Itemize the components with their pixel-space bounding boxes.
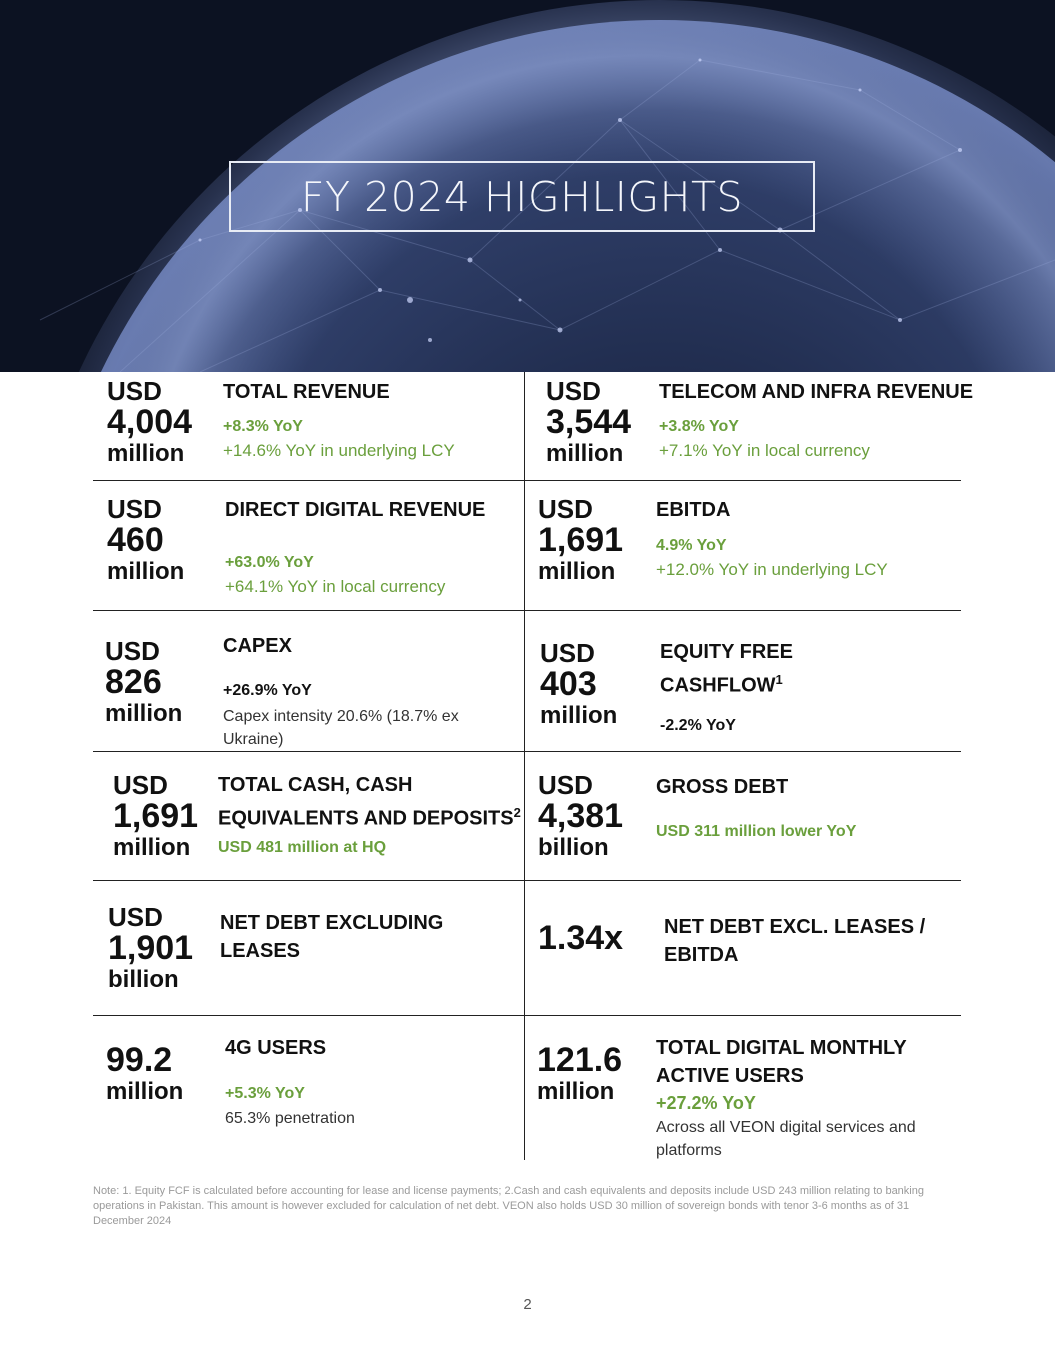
- kpi-value: 4,381: [538, 797, 624, 836]
- kpi-label-line: [218, 799, 521, 833]
- kpi-value: 1,691: [113, 797, 199, 836]
- kpi-unit: million: [537, 1077, 615, 1105]
- page-number: 2: [523, 1296, 532, 1313]
- kpi-label-line: TOTAL CASH, CASH: [218, 774, 413, 796]
- kpi-label: [656, 1034, 907, 1090]
- kpi-amount: [113, 772, 198, 860]
- kpi-label-line: EQUITY FREE: [660, 641, 793, 663]
- kpi-detail: 65.3% penetration: [225, 1110, 355, 1127]
- kpi-amount: [106, 1043, 183, 1104]
- kpi-label: 4G USERS: [225, 1037, 327, 1059]
- row-divider: [93, 480, 961, 481]
- footnote: Note: 1. Equity FCF is calculated before accounting for lease and license payments; 2.Cash and cash equivalents and deposits include USD 243 million relating to banking operations in Pakistan. This amount is however excluded for calculation of net debt. VEON also holds USD 30 million of sovereign bonds with tenor 3-6 months as of 31 December 2024: [93, 1185, 924, 1227]
- kpi-label-line: NET DEBT EXCLUDING: [220, 912, 444, 934]
- kpi-label: [218, 771, 521, 833]
- kpi-unit: million: [107, 439, 185, 467]
- kpi-amount: [107, 378, 192, 466]
- kpi-amount: [537, 1043, 622, 1104]
- kpi-unit: million: [546, 439, 624, 467]
- kpi-unit: million: [113, 833, 191, 861]
- kpi-label-line: EBITDA: [664, 944, 739, 966]
- kpi-currency: USD: [538, 494, 593, 524]
- kpi-currency: USD: [546, 376, 601, 406]
- kpi-label-line: [660, 666, 793, 700]
- kpi-change: +63.0% YoY: [225, 554, 314, 571]
- kpi-amount: [538, 496, 623, 584]
- kpi-value: 1.34x: [538, 919, 624, 957]
- kpi-currency: USD: [108, 902, 163, 932]
- kpi-value: 99.2: [106, 1041, 173, 1079]
- kpi-label-line: TOTAL DIGITAL MONTHLY: [656, 1037, 907, 1059]
- kpi-detail: +64.1% YoY in local currency: [225, 577, 446, 596]
- kpi-label-text: EQUIVALENTS AND DEPOSITS: [218, 807, 514, 830]
- kpi-currency: USD: [105, 636, 160, 666]
- page-title: FY 2024 HIGHLIGHTS: [300, 172, 744, 221]
- kpi-unit: million: [540, 701, 618, 729]
- kpi-unit: million: [106, 1077, 184, 1105]
- kpi-currency: USD: [107, 376, 162, 406]
- kpi-amount: [105, 638, 182, 726]
- kpi-detail: +7.1% YoY in local currency: [659, 441, 870, 460]
- kpi-detail: Across all VEON digital services and platforms: [656, 1119, 916, 1159]
- kpi-value: 1,691: [538, 521, 624, 560]
- kpi-unit: billion: [538, 833, 609, 861]
- kpi-unit: million: [538, 557, 616, 585]
- hero-banner: [0, 0, 1055, 372]
- kpi-detail: +12.0% YoY in underlying LCY: [656, 560, 888, 579]
- kpi-label: [220, 909, 443, 965]
- kpi-label-line: ACTIVE USERS: [656, 1065, 804, 1087]
- kpi-currency: USD: [107, 494, 162, 524]
- kpi-currency: USD: [538, 770, 593, 800]
- footnote-marker: 1: [775, 672, 783, 687]
- kpi-label: [664, 913, 925, 969]
- kpi-value: 4,004: [107, 403, 193, 442]
- row-divider: [93, 751, 961, 752]
- kpi-unit: million: [105, 699, 183, 727]
- footnote-marker: 2: [513, 805, 521, 820]
- kpi-label: DIRECT DIGITAL REVENUE: [225, 499, 486, 521]
- kpi-value: 403: [540, 665, 597, 704]
- kpi-detail: +14.6% YoY in underlying LCY: [223, 441, 455, 460]
- kpi-amount: [538, 772, 623, 860]
- kpi-currency: USD: [540, 638, 595, 668]
- row-divider: [93, 610, 961, 611]
- kpi-change: +27.2% YoY: [656, 1093, 756, 1113]
- kpi-label-line: NET DEBT EXCL. LEASES /: [664, 916, 926, 938]
- kpi-amount: [540, 640, 617, 728]
- kpi-value: 460: [107, 521, 164, 560]
- kpi-change: 4.9% YoY: [656, 537, 727, 554]
- kpi-amount: [108, 904, 193, 992]
- kpi-currency: USD: [113, 770, 168, 800]
- hero-title-box: [229, 161, 815, 232]
- kpi-value: 1,901: [108, 929, 194, 968]
- kpi-change: USD 481 million at HQ: [218, 839, 387, 856]
- kpi-unit: billion: [108, 965, 179, 993]
- kpi-label: GROSS DEBT: [656, 776, 789, 798]
- kpi-change: +8.3% YoY: [223, 418, 303, 435]
- kpi-value: 3,544: [546, 403, 632, 442]
- kpi-label: TELECOM AND INFRA REVENUE: [659, 381, 974, 403]
- kpi-unit: million: [107, 557, 185, 585]
- kpi-label: EBITDA: [656, 499, 731, 521]
- kpi-label: CAPEX: [223, 635, 292, 657]
- column-divider: [524, 372, 525, 1160]
- kpi-change: +5.3% YoY: [225, 1085, 305, 1102]
- kpi-change: +3.8% YoY: [659, 418, 739, 435]
- kpi-amount: [107, 496, 184, 584]
- kpi-label: [660, 638, 793, 700]
- kpi-change: +26.9% YoY: [223, 682, 312, 699]
- kpi-value: 121.6: [537, 1041, 623, 1079]
- kpi-amount: [546, 378, 631, 466]
- kpi-change: USD 311 million lower YoY: [656, 823, 857, 840]
- kpi-change: -2.2% YoY: [660, 717, 736, 734]
- kpi-amount: [538, 921, 623, 957]
- kpi-label-text: CASHFLOW: [660, 674, 776, 697]
- kpi-detail: Capex intensity 20.6% (18.7% ex Ukraine): [223, 708, 459, 748]
- kpi-value: 826: [105, 663, 162, 702]
- row-divider: [93, 880, 961, 881]
- kpi-label-line: LEASES: [220, 940, 301, 962]
- kpi-label: TOTAL REVENUE: [223, 381, 390, 403]
- row-divider: [93, 1015, 961, 1016]
